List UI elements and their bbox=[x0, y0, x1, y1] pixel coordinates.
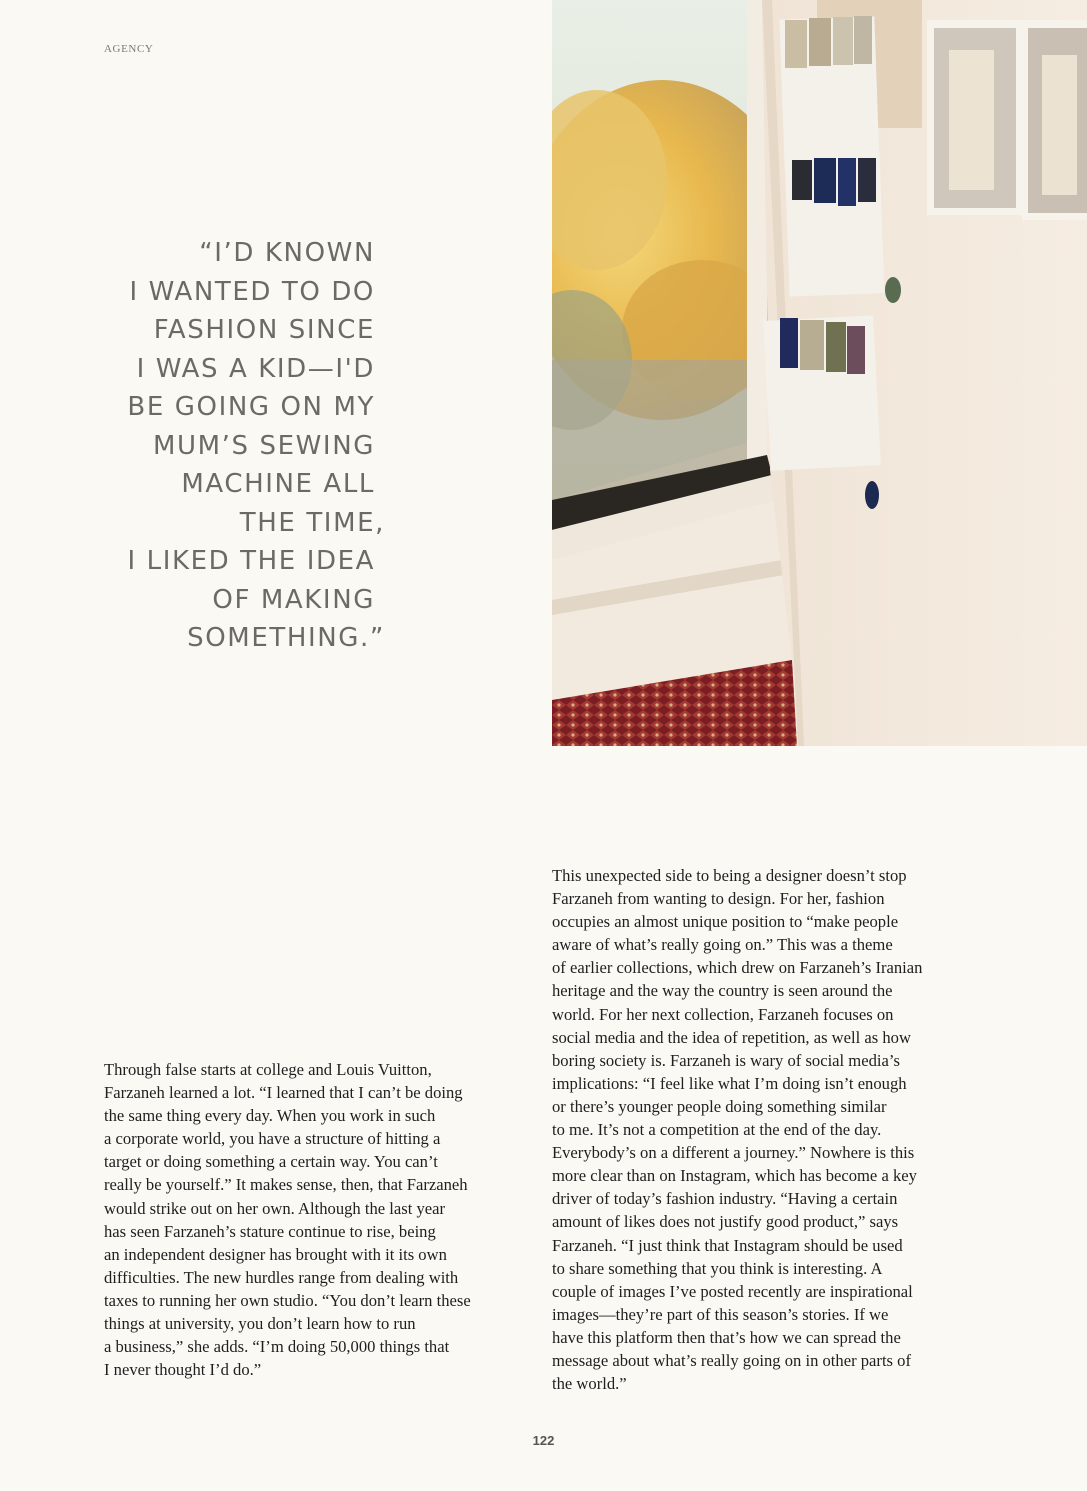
pull-quote-line: MACHINE ALL bbox=[181, 469, 375, 499]
body-line: has seen Farzaneh’s stature continue to rise, being bbox=[104, 1221, 436, 1241]
body-column-left bbox=[104, 1058, 524, 1381]
body-line: heritage and the way the country is seen around the bbox=[552, 981, 893, 1001]
body-line: Farzaneh. “I just think that Instagram should be used bbox=[552, 1235, 903, 1255]
body-line: driver of today’s fashion industry. “Having a certain bbox=[552, 1189, 898, 1209]
studio-photo bbox=[552, 0, 1087, 746]
body-line: Farzaneh from wanting to design. For her, fashion bbox=[552, 889, 885, 909]
body-line: Everybody’s on a different a journey.” Nowhere is this bbox=[552, 1143, 915, 1163]
body-line: message about what’s really going on in other parts of bbox=[552, 1350, 911, 1370]
body-line: an independent designer has brought with it its own bbox=[104, 1244, 447, 1264]
pull-quote-line: THE TIME, bbox=[239, 507, 385, 538]
body-line: Through false starts at college and Louis Vuitton, bbox=[104, 1060, 432, 1079]
body-line: a business,” she adds. “I’m doing 50,000 things that bbox=[104, 1337, 450, 1357]
studio-window-photo-icon bbox=[552, 0, 1087, 746]
body-line: occupies an almost unique position to “make people bbox=[552, 912, 899, 932]
body-line: This unexpected side to being a designer doesn’t stop bbox=[552, 866, 907, 885]
body-line: more clear than on Instagram, which has become a key bbox=[552, 1166, 917, 1186]
page-number: 122 bbox=[532, 1433, 555, 1448]
body-line: taxes to running her own studio. “You don’t learn these bbox=[104, 1290, 471, 1310]
pull-quote bbox=[60, 234, 385, 658]
body-line: difficulties. The new hurdles range from dealing with bbox=[104, 1267, 459, 1287]
pull-quote-line: OF MAKING bbox=[212, 584, 375, 615]
body-line: really be yourself.” It makes sense, then, that Farzaneh bbox=[104, 1175, 468, 1195]
body-line: implications: “I feel like what I’m doing isn’t enough bbox=[552, 1073, 907, 1093]
pull-quote-line: I WANTED TO DO bbox=[129, 276, 375, 307]
body-line: I never thought I’d do.” bbox=[104, 1360, 262, 1380]
body-line: social media and the idea of repetition, as well as how bbox=[552, 1027, 911, 1047]
body-line: couple of images I’ve posted recently are inspirational bbox=[552, 1281, 913, 1301]
body-line: aware of what’s really going on.” This was a theme bbox=[552, 935, 893, 955]
body-column-right bbox=[552, 864, 972, 1395]
body-line: the same thing every day. When you work in such bbox=[104, 1106, 436, 1126]
body-line: Farzaneh learned a lot. “I learned that I can’t be doing bbox=[104, 1083, 463, 1103]
pull-quote-line: FASHION SINCE bbox=[153, 315, 375, 345]
body-line: the world.” bbox=[552, 1374, 627, 1394]
pull-quote-line: MUM’S SEWING bbox=[152, 430, 375, 461]
body-line: target or doing something a certain way. You can’t bbox=[104, 1152, 438, 1172]
body-line: a corporate world, you have a structure of hitting a bbox=[104, 1129, 441, 1149]
body-line: have this platform then that’s how we can spread the bbox=[552, 1327, 901, 1347]
body-line: images—they’re part of this season’s stories. If we bbox=[552, 1304, 889, 1324]
pull-quote-line: I WAS A KID—I'D bbox=[136, 353, 375, 384]
body-line: world. For her next collection, Farzaneh focuses on bbox=[552, 1004, 894, 1024]
body-line: things at university, you don’t learn how to run bbox=[104, 1314, 416, 1334]
pull-quote-line: BE GOING ON MY bbox=[127, 392, 375, 422]
pull-quote-line: “I’D KNOWN bbox=[199, 238, 375, 268]
section-label: AGENCY bbox=[104, 43, 154, 55]
body-line: to me. It’s not a competition at the end of the day. bbox=[552, 1120, 882, 1140]
pull-quote-line: SOMETHING.” bbox=[187, 623, 385, 653]
body-line: of earlier collections, which drew on Farzaneh’s Iranian bbox=[552, 958, 923, 978]
body-line: boring society is. Farzaneh is wary of social media’s bbox=[552, 1050, 900, 1070]
body-line: or there’s younger people doing something similar bbox=[552, 1096, 887, 1116]
body-line: to share something that you think is interesting. A bbox=[552, 1258, 883, 1278]
body-line: amount of likes does not justify good product,” says bbox=[552, 1212, 899, 1232]
body-line: would strike out on her own. Although the last year bbox=[104, 1198, 446, 1218]
pull-quote-line: I LIKED THE IDEA bbox=[127, 546, 375, 576]
